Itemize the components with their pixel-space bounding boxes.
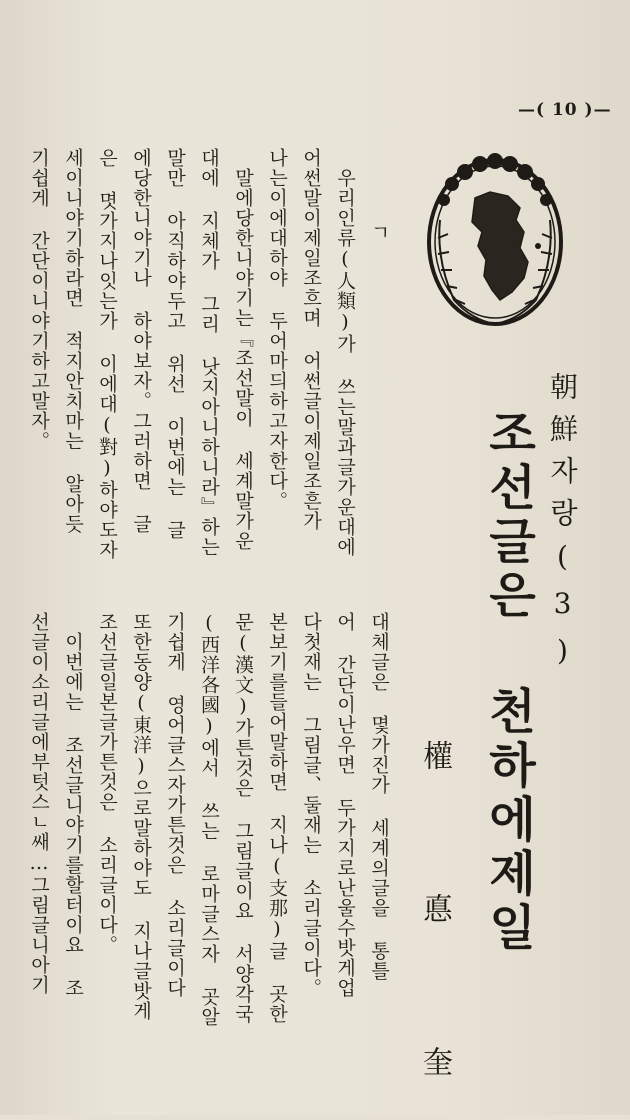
text-line: 우리인류(人類)가 쓰는말과글가운대에 [334, 168, 356, 557]
text-line: 대체글은 몇가진가 세계의글을 통틀 [368, 612, 390, 981]
text-line: (西洋各國)에서 쓰는 로마글스자 곳알 [198, 612, 220, 1027]
text-line: 어썬말이제일조흐며 어썬글이제일조흔가 [300, 148, 322, 531]
text-line: 기쉽게 영어글스자가튼것은 소리글이다 [164, 612, 186, 998]
author-name: 權 悳 奎 [417, 740, 452, 1120]
chapter-mark: ㄱ [367, 222, 391, 243]
text-line: 조선글일본글가튼것은 소리글이다。 [96, 612, 118, 955]
text-line: 세이니야기하라면 적지안치마는 알아듯 [62, 148, 84, 534]
text-line: 선글이소리글에부텃스ㄴ쌔…그림글니아기 [28, 612, 50, 995]
text-line: 다첫재는 그림글、둘재는 소리글이다。 [300, 612, 322, 998]
page-number: —( 10 )— [518, 100, 612, 120]
text-line: 말에당한니야기는『조선말이 세계말가운 [232, 168, 254, 551]
series-title: 朝鮮자랑(3) [546, 372, 579, 681]
article-title: 조선글은 천하에제일 [480, 408, 536, 956]
text-line: 대에 지체가 그리 낫지아니하니라』하는 [198, 148, 220, 557]
text-line: 어 간단이난우면 두가지로난울수밧게업 [334, 612, 356, 998]
map-wreath-emblem-icon [420, 150, 570, 330]
text-line: 말만 아직하야두고 위선 이번에는 글 [164, 148, 186, 540]
text-line: 또한동양(東洋)으로말하야도 지나글밧게 [130, 612, 152, 1021]
text-line: 나는이에대하야 두어마듸하고자한다。 [266, 148, 288, 511]
text-line: 에당한니야기나 하야보자。그러하면 글 [130, 148, 152, 534]
text-line: 본보기를들어말하면 지나(支那)글 곳한 [266, 612, 288, 1024]
text-line: 이번에는 조선글니야기를할터이요 조 [62, 632, 84, 998]
text-line: 은 몃가지나잇는가 이에대(對)하야도자 [96, 148, 118, 560]
text-line: 기쉽게 간단이니야기하고말자。 [28, 148, 50, 451]
text-line: 문(漢文)가튼것은 그림글이요 서양각국 [232, 612, 254, 1024]
